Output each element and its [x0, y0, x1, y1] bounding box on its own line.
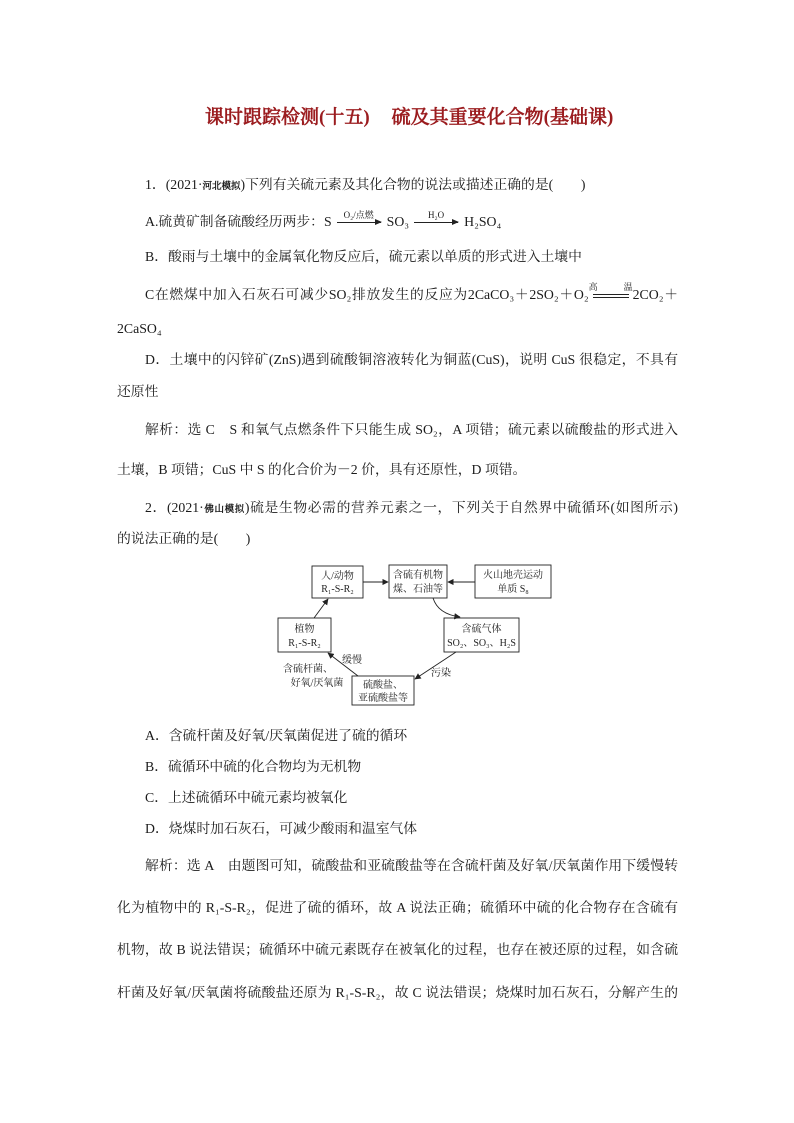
q1-number: 1． [145, 177, 166, 192]
node-volcano-substance: 单质 S₈ [497, 584, 529, 595]
q2-stem-line-2: 的说法正确的是( ) [117, 531, 251, 546]
reaction-condition-high-temp: 高温 [588, 281, 633, 292]
q2-source-close: ) [244, 500, 250, 515]
q1-stem [145, 175, 585, 195]
q2-analysis-line-2: 化为植物中的 R₁-S-R₂，促进了硫的循环，故 A 说法正确；硫循环中硫的化合物存在含硫有 [117, 900, 678, 915]
node-organic-sulfur-title: 含硫有机物 [393, 570, 443, 581]
q2-source: 佛山模拟 [203, 505, 245, 515]
reaction-arrow-2 [414, 210, 458, 223]
q1-source-close: ) [240, 177, 246, 192]
page-title-sub: 硫及其重要化合物(基础课) [391, 107, 614, 128]
page-title-main: 课时跟踪检测(十五) [205, 107, 370, 128]
q1-source-open: (2021· [165, 177, 203, 192]
q1-analysis-line-1: 解析：选 C S 和氧气点燃条件下只能生成 SO₂，A 项错；硫元素以硫酸盐的形式进入 [145, 422, 678, 437]
q1-source: 河北模拟 [202, 182, 241, 192]
node-sulfates-line-1: 硫酸盐、 [363, 680, 403, 691]
q2-stem-text: 硫是生物必需的营养元素之一，下列关于自然界中硫循环(如图所示) [249, 500, 678, 515]
q1-option-c [145, 281, 679, 305]
q1-option-c-continuation: 2CaSO₄ [117, 321, 162, 336]
arrow-organic-to-gases [433, 598, 460, 617]
sulfur-cycle-diagram [270, 558, 560, 708]
q2-analysis-line-4: 杆菌及好氧/厌氧菌将硫酸盐还原为 R₁-S-R₂，故 C 说法错误；烧煤时加石灰石，分解产生的 [117, 985, 678, 1000]
label-bacteria-line-1: 含硫杆菌、 [283, 664, 333, 675]
q2-analysis-line-1: 解析：选 A 由题图可知，硫酸盐和亚硫酸盐等在含硫杆菌及好氧/厌氧菌作用下缓慢转 [145, 858, 678, 873]
node-humans-animals-title: 人/动物 [321, 571, 354, 582]
label-pollution: 污染 [431, 668, 451, 679]
q2-source-open: (2021· [166, 500, 204, 515]
reaction-arrow-1 [337, 210, 381, 223]
q2-option-b: B．硫循环中硫的化合物均为无机物 [145, 759, 362, 774]
node-plants-title: 植物 [294, 624, 315, 635]
q2-stem-line-1 [145, 498, 678, 518]
node-sulfates-line-2: 亚硫酸盐等 [358, 693, 408, 704]
q1-analysis-line-2: 土壤，B 项错；CuS 中 S 的化合价为－2 价，具有还原性，D 项错。 [117, 462, 527, 477]
node-plants-formula: R₁-S-R₂ [288, 638, 321, 649]
node-sulfur-gases-formulas: SO₂、SO₃、H₂S [447, 638, 516, 649]
arrow-plants-to-animals [314, 599, 328, 618]
node-humans-animals-formula: R₁-S-R₂ [321, 584, 354, 595]
q1-option-d-line-2: 还原性 [117, 384, 159, 399]
q2-option-c: C．上述硫循环中硫元素均被氧化 [145, 790, 348, 805]
reaction-condition-2: H₂O [428, 210, 445, 221]
q1-option-a-text: A.硫黄矿制备硫酸经历两步：S [145, 214, 332, 229]
q1-option-c-products: 2CO₂＋ [632, 287, 679, 302]
q1-option-a-product-1: SO₃ [386, 214, 410, 229]
q2-number: 2． [145, 500, 167, 515]
q1-option-a-product-2: H₂SO₄ [464, 214, 502, 229]
q1-option-a [145, 212, 501, 232]
q1-option-b: B．酸雨与土壤中的金属氧化物反应后，硫元素以单质的形式进入土壤中 [145, 249, 582, 264]
node-sulfur-gases-title: 含硫气体 [461, 624, 502, 635]
label-slow: 缓慢 [342, 655, 362, 666]
q1-option-c-text: C在燃煤中加入石灰石可减少SO₂排放发生的反应为2CaCO₃＋2SO₂＋O₂ [145, 287, 589, 302]
label-bacteria-line-2: 好氧/厌氧菌 [290, 678, 344, 689]
node-organic-sulfur-examples: 煤、石油等 [393, 584, 443, 595]
reaction-equals-sign [588, 281, 633, 298]
q2-option-a: A．含硫杆菌及好氧/厌氧菌促进了硫的循环 [145, 728, 408, 743]
q1-stem-text: 下列有关硫元素及其化合物的说法或描述正确的是( ) [245, 177, 586, 192]
q2-option-d: D．烧煤时加石灰石，可减少酸雨和温室气体 [145, 821, 418, 836]
q1-option-d-line-1: D．土壤中的闪锌矿(ZnS)遇到硫酸铜溶液转化为铜蓝(CuS)，说明 CuS 很稳定，不具有 [145, 352, 678, 367]
reaction-condition-1: O₂/点燃 [343, 210, 374, 221]
page-title [205, 105, 613, 131]
q2-analysis-line-3: 机物，故 B 说法错误；硫循环中硫元素既存在被氧化的过程，也存在被还原的过程，如含硫 [117, 942, 678, 957]
node-volcano-title: 火山地壳运动 [483, 570, 543, 581]
